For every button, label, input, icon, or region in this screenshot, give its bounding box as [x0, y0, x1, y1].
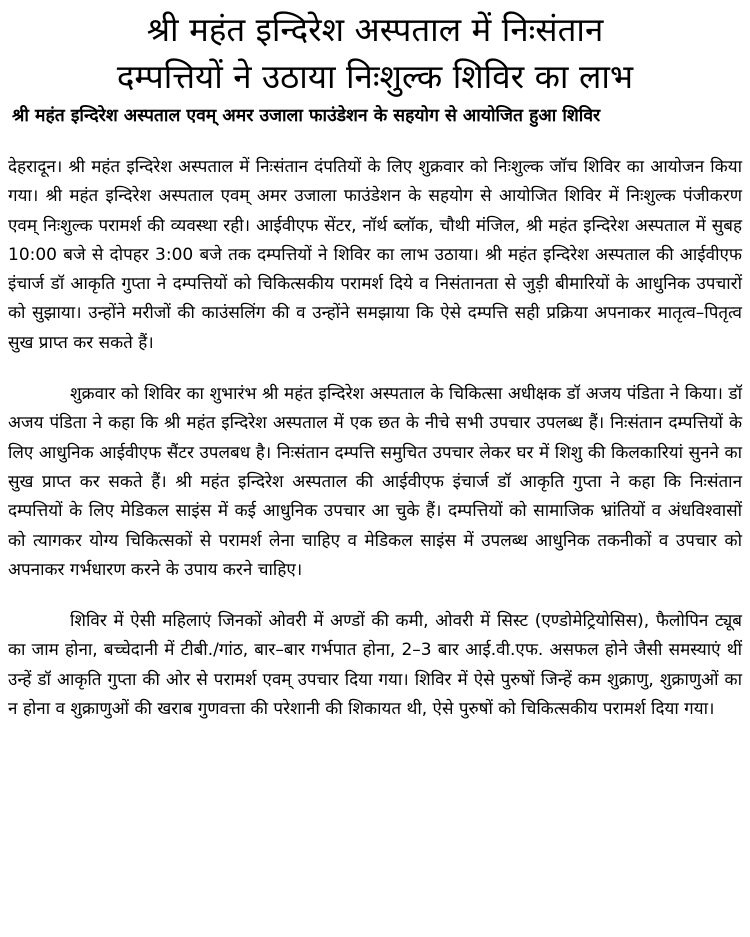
subheadline: श्री महंत इन्दिरेश अस्पताल एवम् अमर उजाला फाउंडेशन के सहयोग से आयोजित हुआ शिविर: [12, 106, 601, 126]
headline-line-2: दम्पत्तियों ने उठाया निःशुल्क शिविर का लाभ: [116, 57, 634, 96]
body-paragraph-2: शुक्रवार को शिविर का शुभारंभ श्री महंत इन्दिरेश अस्पताल के चिकित्सा अधीक्षक डॉ अजय पंडिता ने किया। डॉ अजय पंडिता ने कहा कि श्री महंत इन्दिरेश अस्पताल में एक छत के नीचे सभी उपचार उपलब्ध हैं। निःसंतान दम्पत्तियों के लिए आधुनिक आईवीएफ सैंटर उपलबध है। निःसंतान दम्पत्ति समुचित उपचार लेकर घर में शिशु की किलकारियां सुनने का सुख प्राप्त कर सकते हैं। श्री महंत इन्दिरेश अस्पताल की आईवीएफ इंचार्ज डॉ आकृति गुप्ता ने कहा कि निःसंतान दम्पत्तियों के लिए मेडिकल साइंस में कई आधुनिक उपचार आ चुके हैं। दम्पत्तियों को सामाजिक भ्रांतियों व अंधविश्वासों को त्यागकर योग्य चिकित्सकों से परामर्श लेना चाहिए व मेडिकल साइंस में उपलब्ध आधुनिक तकनीकों व उपचार को अपनाकर गर्भधारण करने के उपाय करने चाहिए।: [8, 384, 742, 580]
headline-line-1: श्री महंत इन्दिरेश अस्पताल में निःसंतान: [146, 10, 604, 49]
headline: [8, 6, 742, 100]
body-paragraph-1: देहरादून। श्री महंत इन्दिरेश अस्पताल में निःसंतान दंपतियों के लिए शुक्रवार को निःशुल्क जॉच शिविर का आयोजन किया गया। श्री महंत इन्दिरेश अस्पताल एवम् अमर उजाला फाउंडेशन के सहयोग से आयोजित शिविर में निःशुल्क पंजीकरण एवम् निःशुल्क परामर्श की व्यवस्था रही। आईवीएफ सेंटर, नॉर्थ ब्लॉक, चौथी मंजिल, श्री महंत इन्दिरेश अस्पताल में सुबह 10:00 बजे से दोपहर 3:00 बजे तक दम्पत्तियों ने शिविर का लाभ उठाया। श्री महंत इन्दिरेश अस्पताल की आईवीएफ इंचार्ज डॉ आकृति गुप्ता ने दम्पत्तियों को चिकित्सकीय परामर्श दिये व निसंतानता से जुड़ी बीमारियों के आधुनिक उपचारों को सुझाया। उन्होंने मरीजों की काउंसलिंग की व उन्होंने समझाया कि ऐसे दम्पत्ति सही प्रक्रिया अपनाकर मातृत्व–पितृत्व सुख प्राप्त कर सकते हैं।: [8, 157, 742, 353]
body-paragraph-3: शिविर में ऐसी महिलाएं जिनकों ओवरी में अण्डों की कमी, ओवरी में सिस्ट (एण्डोमेट्रियोसिस), फैलोपिन ट्यूब का जाम होना, बच्चेदानी में टीबी./गांठ, बार–बार गर्भपात होना, 2–3 बार आई.वी.एफ. असफल होने जैसी समस्याएं थीं उन्हें डॉ आकृति गुप्ता की ओर से परामर्श एवम् उपचार दिया गया। शिविर में ऐसे पुरुषों जिन्हें कम शुक्राणु, शुक्राणुओं का न होना व शुक्राणुओं की खराब गुणवत्ता की परेशानी की शिकायत थी, ऐसे पुरुषों को चिकित्सकीय परामर्श दिया गया।: [8, 611, 742, 720]
